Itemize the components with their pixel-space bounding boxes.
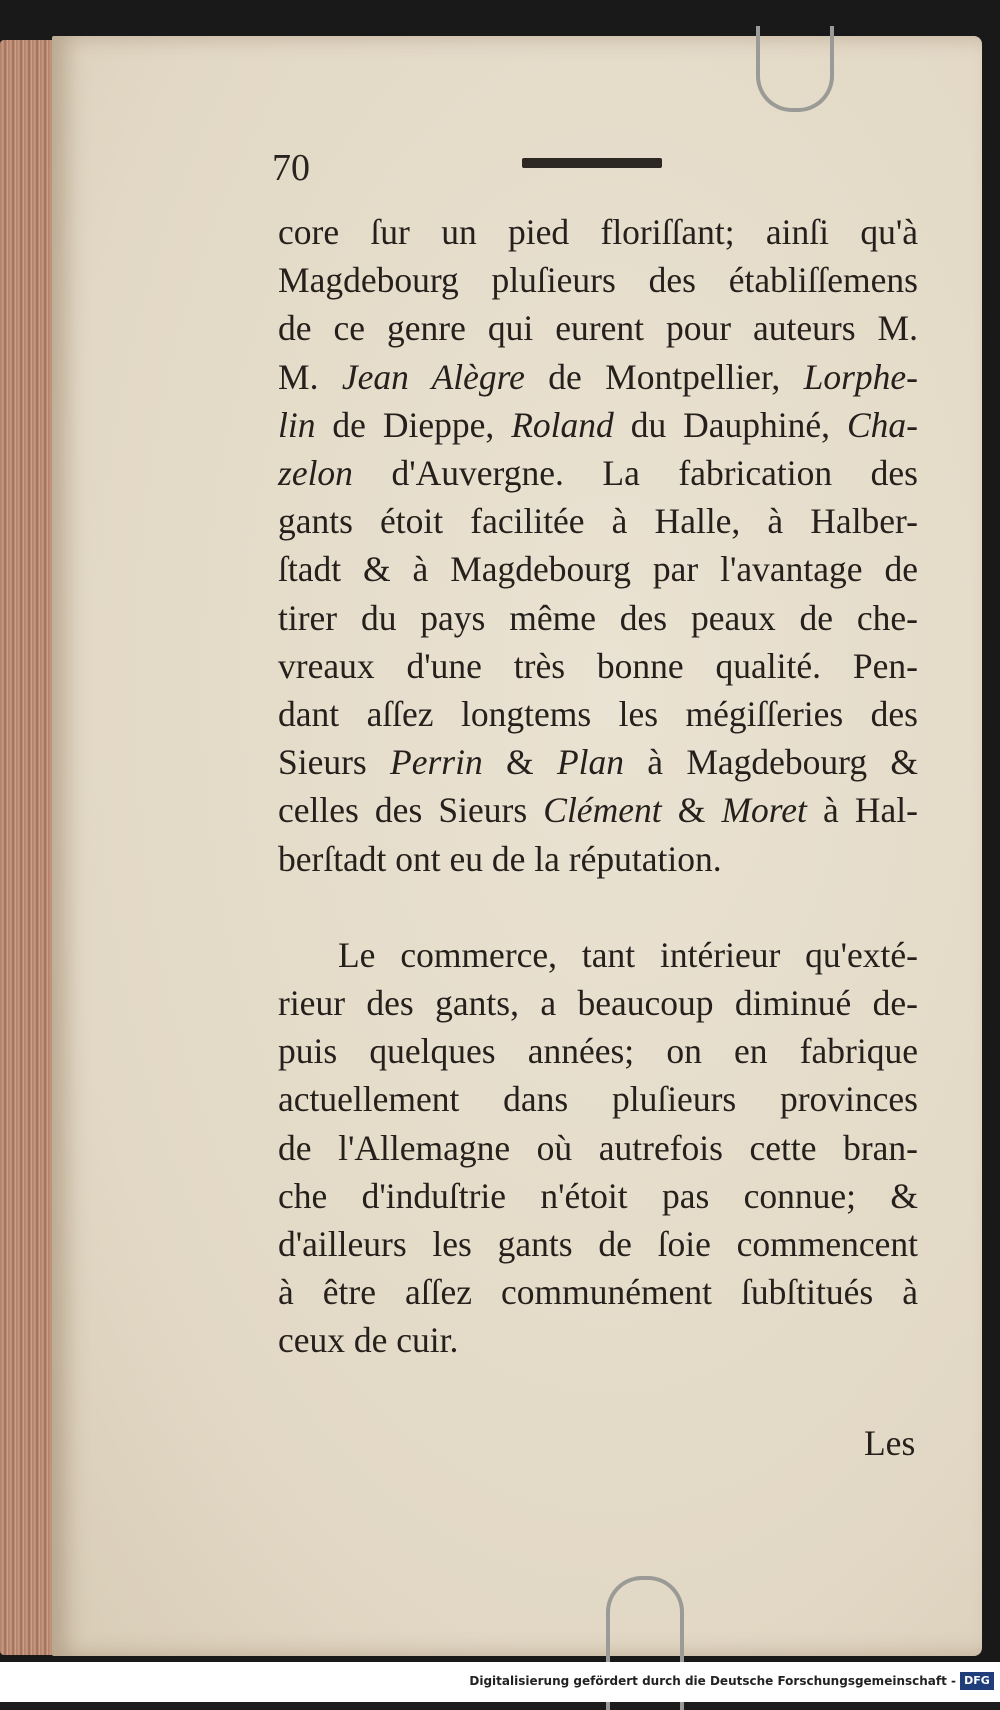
text-line (278, 353, 918, 401)
text-line: ſtadt & à Magdebourg par l'avantage de (278, 549, 918, 590)
italic-name: lin (278, 404, 316, 445)
italic-name: zelon (278, 453, 353, 494)
page-clip-top (756, 26, 834, 112)
text-line: gants étoit facilitée à Halle, à Halber- (278, 501, 918, 542)
funding-credit: Digitalisierung gefördert durch die Deutsche Forschungsgemeinschaft - (469, 1674, 956, 1688)
text-run: d'Auvergne. La fabrication des (352, 453, 918, 494)
italic-name: Roland (511, 404, 614, 445)
catchword: Les (864, 1423, 916, 1463)
text-line: d'ailleurs les gants de ſoie commencent (278, 1224, 918, 1265)
page-number: 70 (272, 147, 310, 189)
text-line: ceux de cuir. (278, 1320, 459, 1361)
text-line: core ſur un pied floriſſant; ainſi qu'à (278, 212, 918, 252)
text-line: tirer du pays même des peaux de che- (278, 597, 918, 638)
text-run: Sieurs (278, 742, 391, 783)
italic-name: Cha- (847, 404, 918, 445)
text-run: à Hal- (806, 790, 918, 831)
body-text (278, 208, 918, 1365)
text-run: celles des Sieurs (278, 790, 544, 831)
text-run: de Dieppe, (315, 404, 512, 445)
text-line (278, 738, 918, 786)
text-line: puis quelques années; on en fabrique (278, 1031, 918, 1072)
italic-name: Perrin (390, 742, 483, 783)
text-run: & (482, 742, 557, 783)
text-line (278, 401, 918, 449)
text-line: actuellement dans pluſieurs provinces (278, 1079, 918, 1120)
text-run: & (661, 790, 722, 831)
footer-bar (0, 1662, 1000, 1702)
dfg-logo: DFG (960, 1672, 994, 1690)
text-line: che d'induſtrie n'étoit pas connue; & (278, 1175, 918, 1216)
italic-name: Clément (543, 790, 662, 831)
text-run: M. (278, 356, 342, 397)
paragraph-1 (278, 208, 918, 883)
text-line (278, 449, 918, 497)
text-line: de ce genre qui eurent pour auteurs M. (278, 308, 918, 349)
text-line: Magdebourg pluſieurs des établiſſemens (278, 260, 918, 301)
text-line: berſtadt ont eu de la réputation. (278, 838, 722, 879)
text-run: de Montpellier, (524, 356, 804, 397)
text-line: vreaux d'une très bonne qualité. Pen- (278, 645, 918, 686)
text-line: à être aſſez communément ſubſtitués à (278, 1272, 918, 1313)
text-run: à Magdebourg & (624, 742, 918, 783)
header-ornament-rule (522, 158, 662, 168)
text-line (278, 786, 918, 834)
text-run: du Dauphiné, (613, 404, 847, 445)
text-line: rieur des gants, a beaucoup diminué de- (278, 983, 918, 1024)
italic-name: Plan (556, 742, 624, 783)
text-line: Le commerce, tant intérieur qu'exté- (338, 934, 918, 975)
text-line: dant aſſez longtems les mégiſſeries des (278, 694, 918, 735)
text-line: de l'Allemagne où autrefois cette bran- (278, 1127, 918, 1168)
paragraph-2 (278, 931, 918, 1365)
italic-name: Lorphe- (803, 356, 918, 397)
italic-name: Jean Alègre (341, 356, 525, 397)
italic-name: Moret (721, 790, 807, 831)
